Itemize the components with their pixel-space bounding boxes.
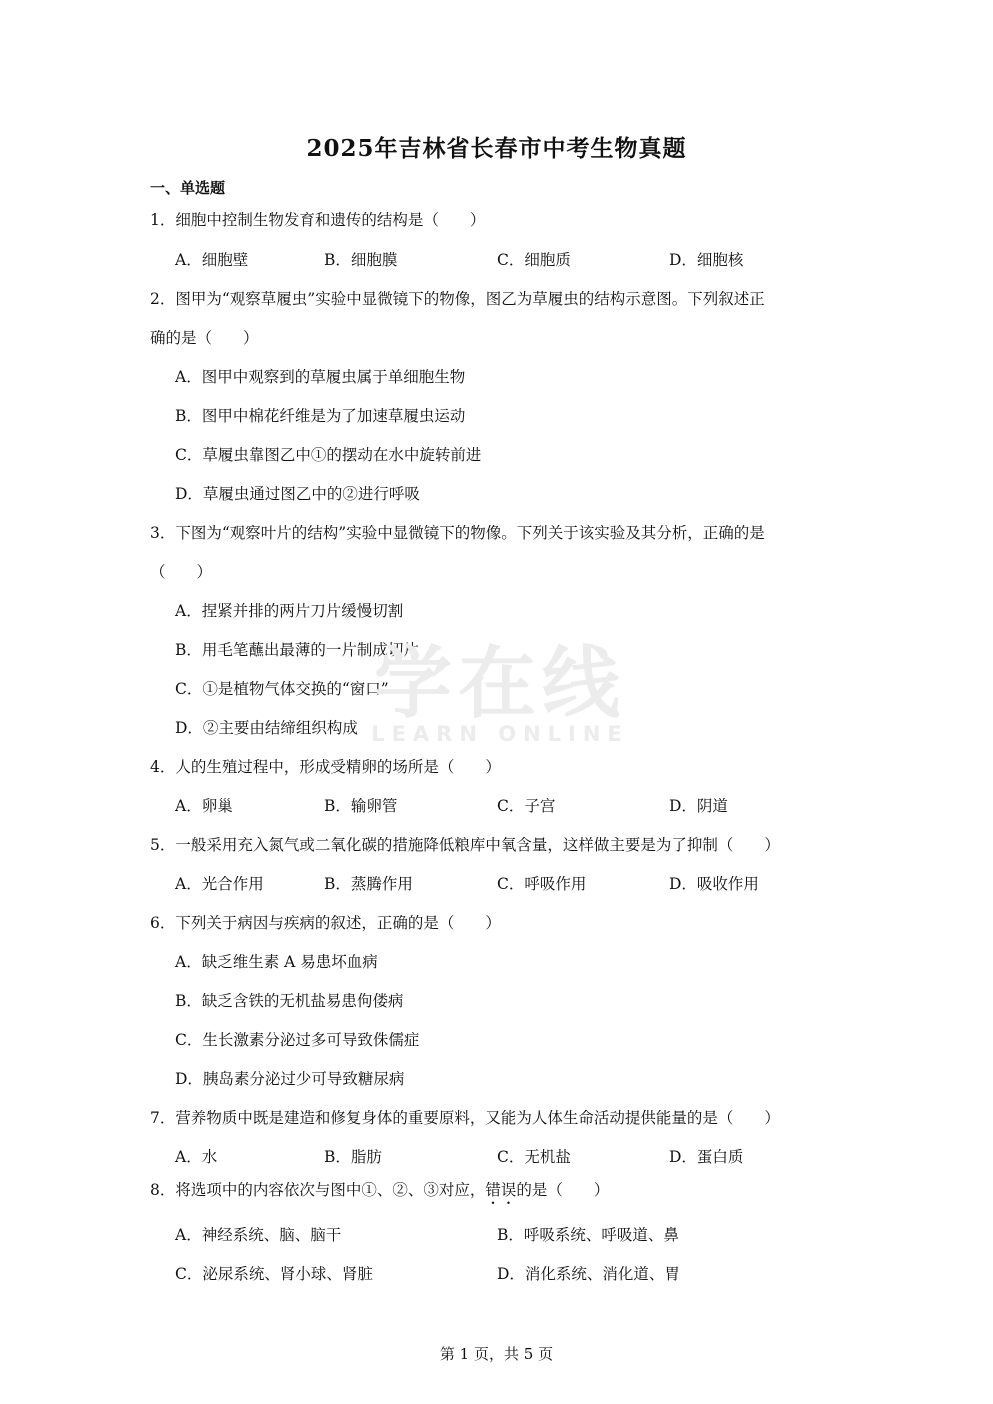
watermark-subtext: LEARN ONLINE xyxy=(371,722,629,746)
q2-option-d: D．草履虫通过图乙中的②进行呼吸 xyxy=(175,485,420,503)
question-6-stem: 6．下列关于病因与疾病的叙述，正确的是（ ） xyxy=(150,914,501,932)
watermark-text: 学在线 xyxy=(373,639,626,729)
section-heading: 一、单选题 xyxy=(150,179,226,197)
question-3-stem-cont: （ ） xyxy=(150,563,213,581)
q5-option-b: B．蒸腾作用 xyxy=(324,875,413,893)
question-2-stem-cont: 确的是（ ） xyxy=(150,329,259,347)
q4-option-d: D．阴道 xyxy=(669,797,728,815)
q2-option-b: B．图甲中棉花纤维是为了加速草履虫运动 xyxy=(175,407,466,425)
q7-option-c: C．无机盐 xyxy=(497,1148,571,1166)
q8-option-a: A．神经系统、脑、脑干 xyxy=(175,1226,342,1244)
question-5-stem: 5．一般采用充入氮气或二氧化碳的措施降低粮库中氧含量，这样做主要是为了抑制（ ） xyxy=(150,836,780,854)
page-number-footer: 第 1 页，共 5 页 xyxy=(439,1345,554,1363)
page-title: 2025年吉林省长春市中考生物真题 xyxy=(306,135,687,162)
q3-option-b: B．用毛笔蘸出最薄的一片制成切片 xyxy=(175,641,419,659)
q3-option-a: A．捏紧并排的两片刀片缓慢切割 xyxy=(175,602,404,620)
q8-stem-emphasis: 错误 xyxy=(485,1181,517,1199)
q8-option-b: B．呼吸系统、呼吸道、鼻 xyxy=(497,1226,679,1244)
q8-option-c: C．泌尿系统、肾小球、肾脏 xyxy=(175,1265,373,1283)
q6-option-d: D．胰岛素分泌过少可导致糖尿病 xyxy=(175,1070,405,1088)
q5-option-d: D．吸收作用 xyxy=(669,875,759,893)
q1-option-a: A．细胞壁 xyxy=(175,251,249,269)
q1-option-b: B．细胞膜 xyxy=(324,251,398,269)
q2-option-a: A．图甲中观察到的草履虫属于单细胞生物 xyxy=(175,368,466,386)
q7-option-b: B．脂肪 xyxy=(324,1148,382,1166)
q6-option-a: A．缺乏维生素 A 易患坏血病 xyxy=(175,953,378,971)
question-7-stem: 7．营养物质中既是建造和修复身体的重要原料，又能为人体生命活动提供能量的是（ ） xyxy=(150,1109,780,1127)
question-2-stem: 2．图甲为“观察草履虫”实验中显微镜下的物像，图乙为草履虫的结构示意图。下列叙述正 xyxy=(150,290,765,308)
q7-option-d: D．蛋白质 xyxy=(669,1148,744,1166)
q6-option-c: C．生长激素分泌过多可导致侏儒症 xyxy=(175,1031,420,1049)
q6-option-b: B．缺乏含铁的无机盐易患佝偻病 xyxy=(175,992,404,1010)
q3-option-c: C．①是植物气体交换的“窗口” xyxy=(175,680,389,698)
q5-option-a: A．光合作用 xyxy=(175,875,264,893)
question-3-stem: 3．下图为“观察叶片的结构”实验中显微镜下的物像。下列关于该实验及其分析，正确的是 xyxy=(150,524,765,542)
q8-stem-post: 的是（ ） xyxy=(516,1181,610,1199)
q1-option-c: C．细胞质 xyxy=(497,251,571,269)
question-8-stem xyxy=(150,1178,609,1208)
q1-option-d: D．细胞核 xyxy=(669,251,744,269)
question-4-stem: 4．人的生殖过程中，形成受精卵的场所是（ ） xyxy=(150,758,501,776)
question-1-stem: 1．细胞中控制生物发育和遗传的结构是（ ） xyxy=(150,211,486,229)
q4-option-a: A．卵巢 xyxy=(175,797,233,815)
q4-option-c: C．子宫 xyxy=(497,797,556,815)
q4-option-b: B．输卵管 xyxy=(324,797,398,815)
q5-option-c: C．呼吸作用 xyxy=(497,875,587,893)
q7-option-a: A．水 xyxy=(175,1148,218,1166)
q2-option-c: C．草履虫靠图乙中①的摆动在水中旋转前进 xyxy=(175,446,482,464)
q3-option-d: D．②主要由结缔组织构成 xyxy=(175,719,358,737)
q8-stem-pre: 8．将选项中的内容依次与图中①、②、③对应， xyxy=(150,1181,486,1199)
q8-option-d: D．消化系统、消化道、胃 xyxy=(497,1265,680,1283)
